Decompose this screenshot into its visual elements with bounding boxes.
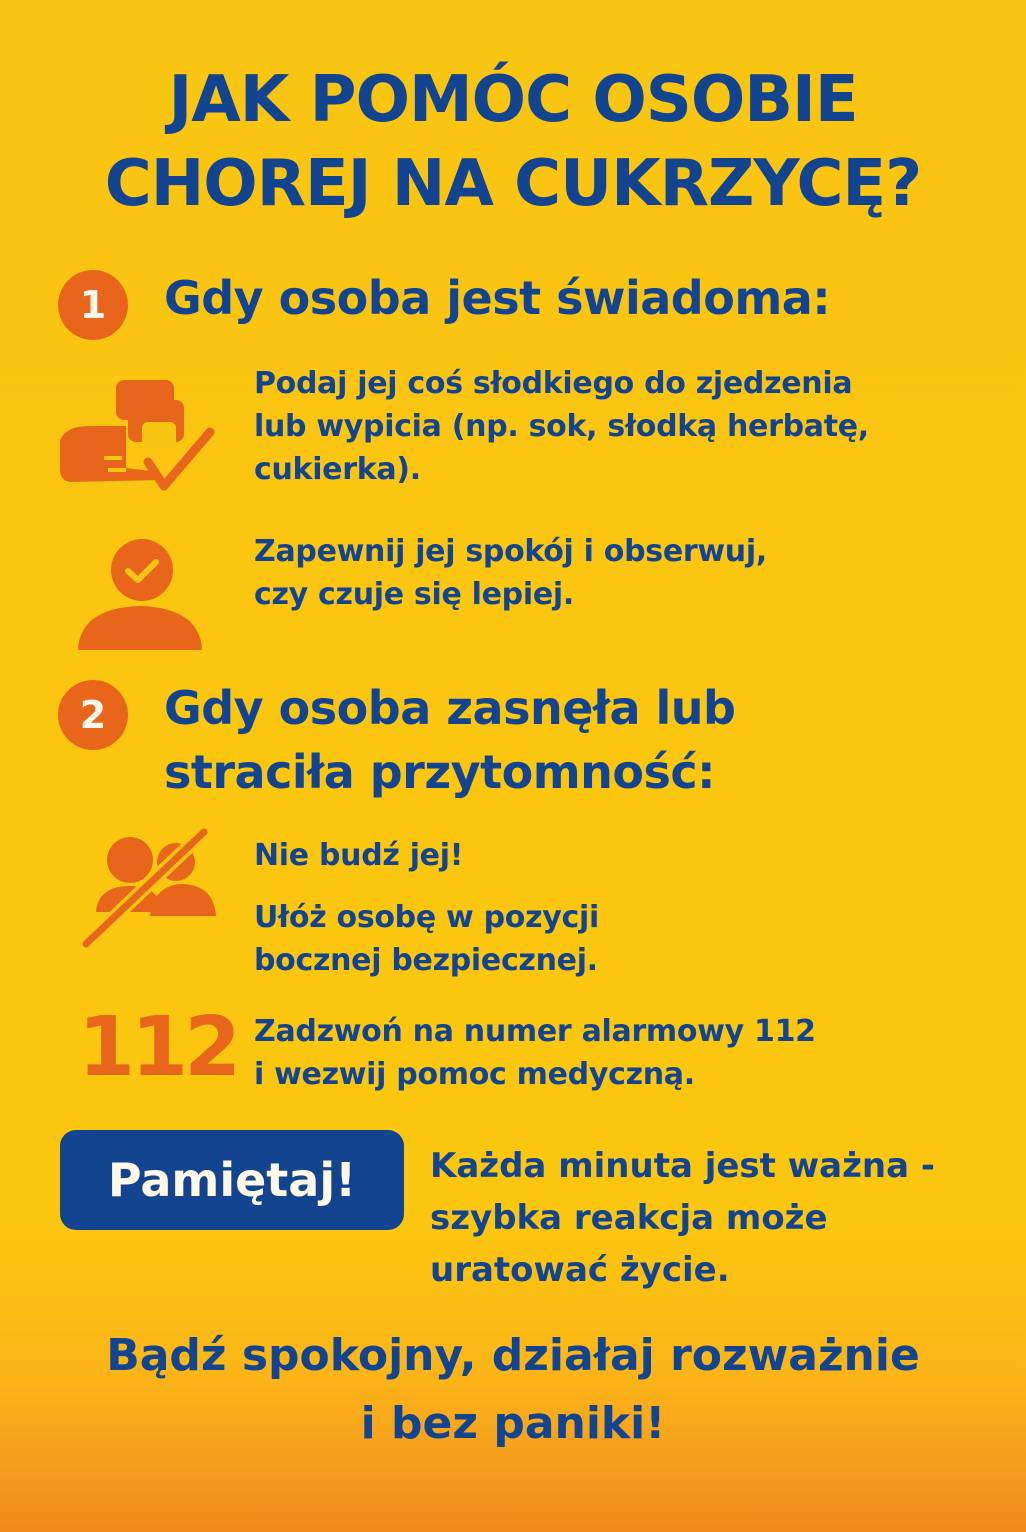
section-2-number-badge: 2 bbox=[58, 680, 128, 750]
section-1-heading-line-1: Gdy osoba jest świadoma: bbox=[164, 271, 831, 325]
remember-badge: Pamiętaj! bbox=[60, 1130, 404, 1230]
text-line: Każda minuta jest ważna - bbox=[430, 1146, 936, 1186]
text-line: Podaj jej coś słodkiego do zjedzenia bbox=[254, 366, 853, 401]
text-line: uratować życie. bbox=[430, 1250, 730, 1290]
title-line-1: JAK POMÓC OSOBIE bbox=[168, 63, 858, 137]
footer-line-2: i bez paniki! bbox=[360, 1398, 666, 1449]
text-line: Zapewnij jej spokój i obserwuj, bbox=[254, 534, 767, 569]
text-line: bocznej bezpiecznej. bbox=[254, 943, 598, 978]
section-2-heading bbox=[164, 676, 735, 804]
section-1-item-1-text bbox=[254, 362, 869, 491]
footer-line-1: Bądź spokojny, działaj rozważnie bbox=[106, 1330, 920, 1381]
footer-message bbox=[0, 1322, 1026, 1458]
text-line: Zadzwoń na numer alarmowy 112 bbox=[254, 1014, 816, 1049]
text-line: czy czuje się lepiej. bbox=[254, 577, 574, 612]
section-1-heading bbox=[164, 270, 830, 326]
text-line: szybka reakcja może bbox=[430, 1198, 828, 1238]
person-crossed-out-icon bbox=[80, 826, 220, 950]
remember-text bbox=[430, 1140, 935, 1296]
title-line-2: CHOREJ NA CUKRZYCĘ? bbox=[104, 147, 922, 221]
page-title bbox=[0, 58, 1026, 226]
hand-food-check-icon bbox=[56, 374, 216, 504]
text-line: Nie budź jej! bbox=[254, 838, 464, 873]
text-line: cukierka). bbox=[254, 452, 421, 487]
text-line: i wezwij pomoc medyczną. bbox=[254, 1057, 695, 1092]
section-1-item-2-text bbox=[254, 530, 767, 616]
text-line: Ułóż osobę w pozycji bbox=[254, 900, 599, 935]
section-2-item-2-text bbox=[254, 896, 599, 982]
section-2-heading-line-1: Gdy osoba zasnęła lub bbox=[164, 681, 736, 735]
text-line: lub wypicia (np. sok, słodką herbatę, bbox=[254, 409, 869, 444]
section-2-heading-line-2: straciła przytomność: bbox=[164, 745, 716, 799]
person-check-icon bbox=[74, 538, 206, 654]
section-2-item-1-text bbox=[254, 834, 463, 877]
emergency-number-112: 112 bbox=[78, 1000, 238, 1095]
section-2-item-3-text bbox=[254, 1010, 816, 1096]
section-1-number-badge: 1 bbox=[58, 270, 128, 340]
